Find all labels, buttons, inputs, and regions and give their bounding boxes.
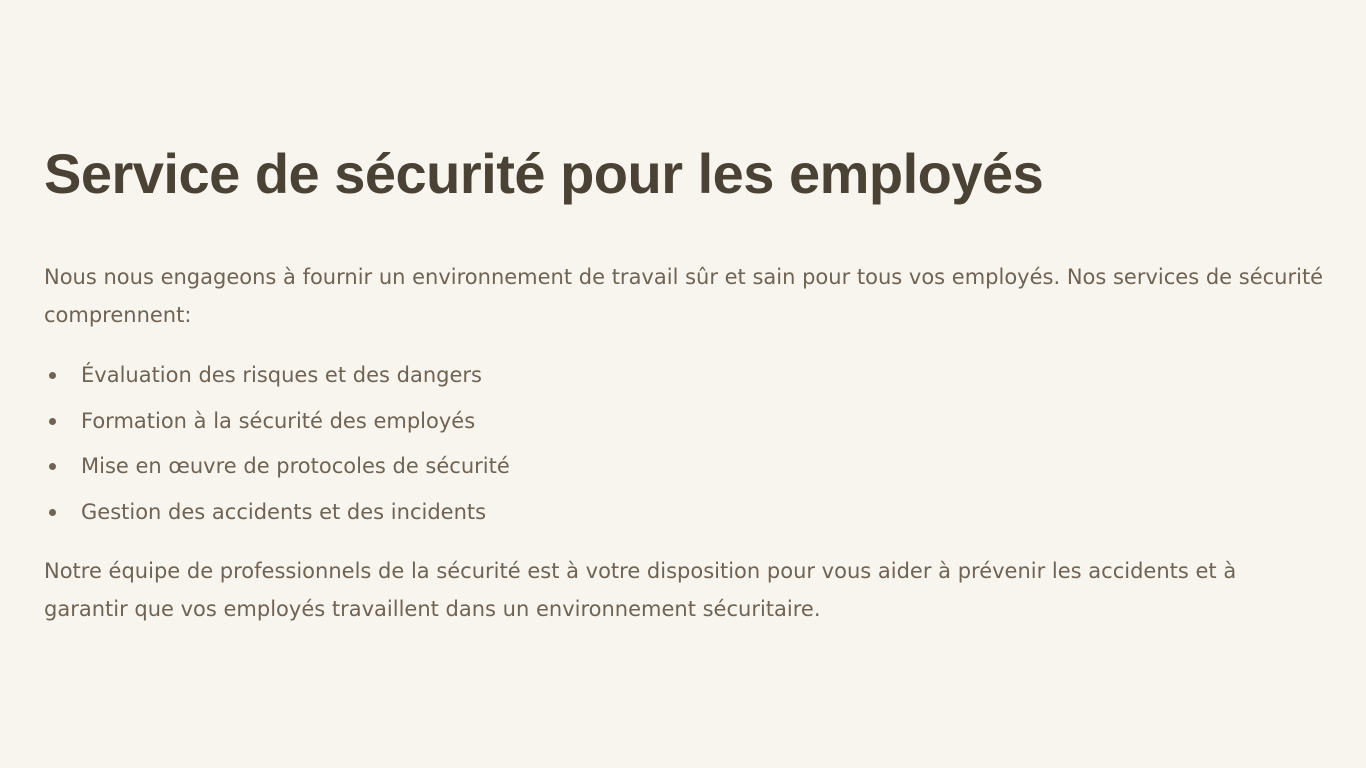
services-list [44, 360, 1322, 527]
bullet-icon [49, 509, 56, 516]
bullet-icon [49, 418, 56, 425]
list-item [44, 451, 1322, 481]
list-item-label: Formation à la sécurité des employés [81, 408, 476, 433]
bullet-icon [49, 463, 56, 470]
intro-paragraph: Nous nous engageons à fournir un environnement de travail sûr et sain pour tous vos employés. Nos services de sécurité comprennent: [44, 265, 1324, 327]
list-item [44, 497, 1322, 527]
list-item [44, 406, 1322, 436]
page-title: Service de sécurité pour les employés [44, 142, 1044, 205]
closing-paragraph: Notre équipe de professionnels de la sécurité est à votre disposition pour vous aider à prévenir les accidents et à garantir que vos employés travaillent dans un environnement sécuritaire. [44, 558, 1237, 621]
list-item-label: Évaluation des risques et des dangers [81, 363, 482, 387]
list-item-label: Mise en œuvre de protocoles de sécurité [81, 454, 510, 478]
list-item [44, 360, 1322, 390]
list-item-label: Gestion des accidents et des incidents [81, 499, 487, 524]
bullet-icon [49, 372, 56, 379]
